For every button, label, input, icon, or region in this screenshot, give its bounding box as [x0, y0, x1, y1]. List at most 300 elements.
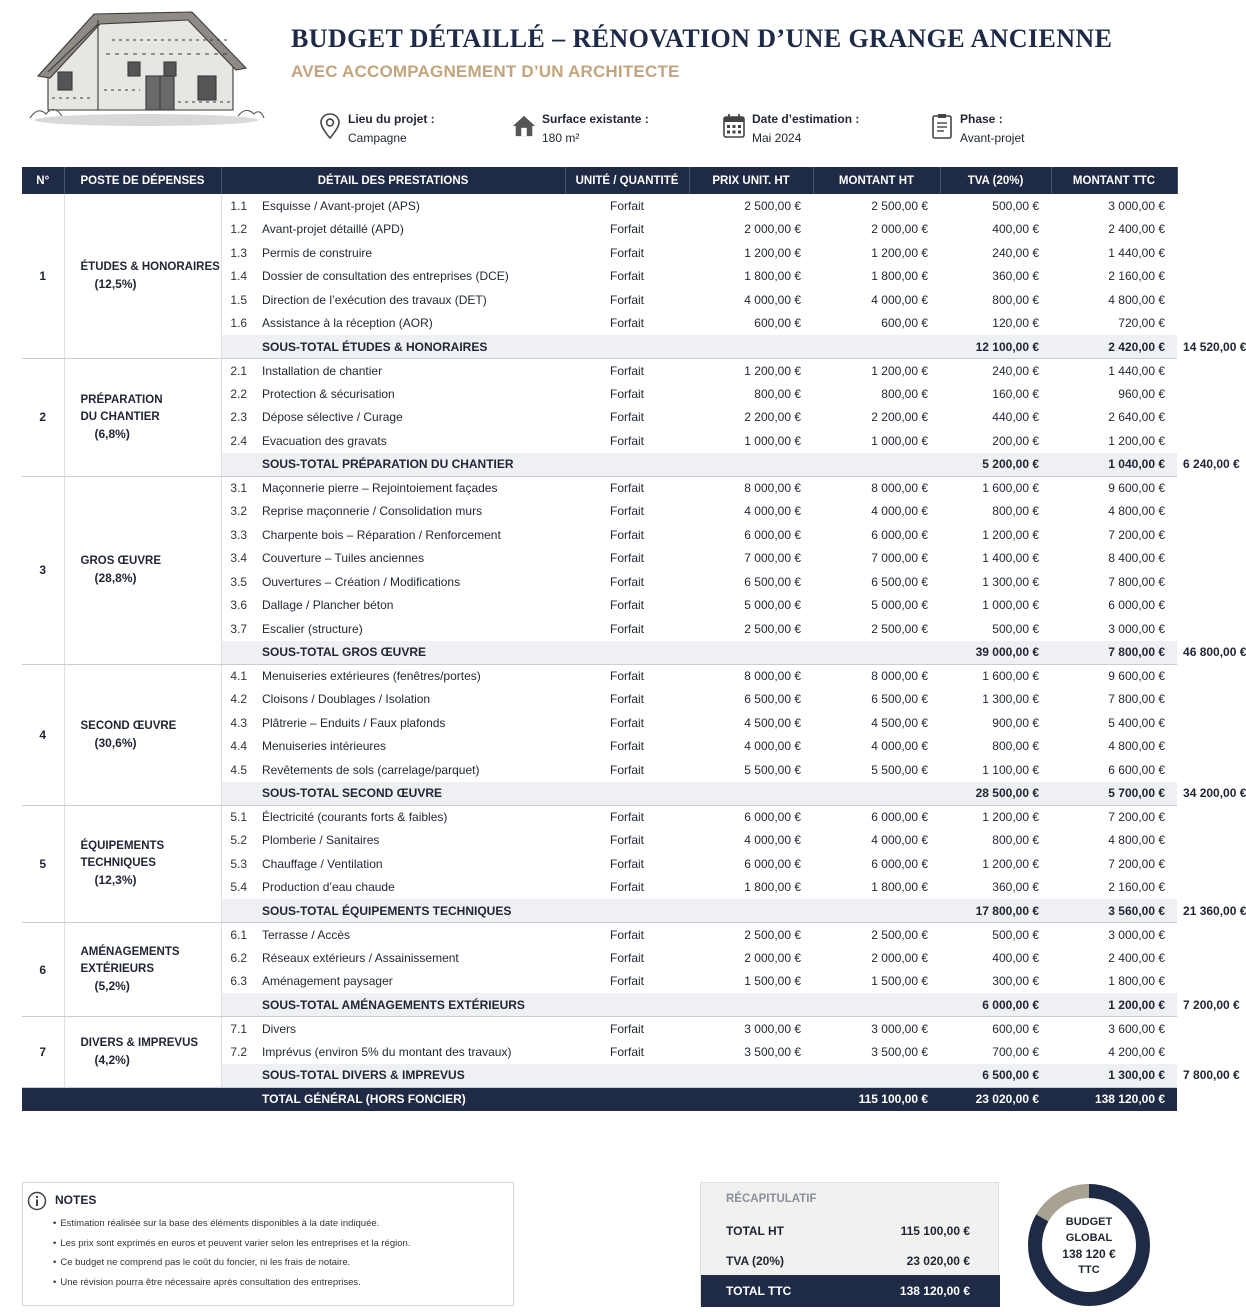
item-tva: 360,00 € — [992, 269, 1040, 284]
item-amount-ht: 1 200,00 € — [871, 245, 929, 260]
item-amount-ttc: 9 600,00 € — [1108, 669, 1166, 683]
item-tva: 1 600,00 € — [982, 481, 1040, 495]
category-name-line: GROS ŒUVRE — [80, 555, 162, 567]
item-code: 2.4 — [230, 433, 248, 448]
category-name-line: SECOND ŒUVRE — [80, 719, 177, 732]
category-name — [64, 476, 221, 664]
info-value: Mai 2024 — [752, 131, 802, 145]
donut-line: 138 120 € — [1062, 1247, 1116, 1261]
subtotal-row: SOUS-TOTAL SECOND ŒUVRE 28 500,00 € 5 700,00 € 34 200,00 € — [22, 782, 1177, 806]
item-unit-price: 8 000,00 € — [744, 669, 802, 683]
item-tva: 800,00 € — [992, 292, 1040, 307]
item-unit-price: 6 000,00 € — [744, 856, 802, 871]
table-row — [22, 805, 1177, 829]
subtotal-ht: 28 500,00 € — [940, 782, 1051, 806]
item-tva: 240,00 € — [992, 363, 1040, 378]
item-code: 4.3 — [230, 715, 248, 730]
item-label: Reprise maçonnerie / Consolidation murs — [262, 504, 483, 519]
item-amount-ttc: 7 200,00 € — [1108, 856, 1166, 871]
subtotal-tva: 5 700,00 € — [1051, 782, 1177, 806]
item-tva: 160,00 € — [992, 386, 1040, 401]
item-amount-ttc: 4 800,00 € — [1108, 504, 1166, 519]
notes-panel — [22, 1182, 514, 1306]
category-name — [64, 805, 221, 923]
table-header-row — [22, 167, 1177, 194]
table-body — [22, 194, 1246, 1111]
info-label: Date d’estimation : — [752, 112, 860, 126]
category-name — [64, 1017, 221, 1088]
subtotal-spacer — [221, 641, 256, 665]
item-amount-ttc: 3 000,00 € — [1108, 927, 1166, 942]
subtotal-label: SOUS-TOTAL PRÉPARATION DU CHANTIER — [256, 453, 813, 477]
item-label: Production d’eau chaude — [262, 880, 395, 895]
column-header: MONTANT TTC — [1051, 167, 1177, 194]
item-label: Revêtements de sols (carrelage/parquet) — [262, 762, 480, 777]
recap-label: TVA (20%) — [726, 1254, 785, 1268]
category-name-line: ÉTUDES & HONORAIRES — [80, 261, 220, 273]
item-unit: Forfait — [610, 1044, 645, 1059]
item-unit: Forfait — [610, 410, 645, 425]
item-unit: Forfait — [610, 739, 645, 754]
item-amount-ht: 6 500,00 € — [871, 692, 929, 707]
item-tva: 360,00 € — [992, 880, 1040, 895]
subtotal-label: SOUS-TOTAL AMÉNAGEMENTS EXTÉRIEURS — [256, 993, 813, 1017]
subtotal-spacer — [813, 1064, 940, 1088]
item-amount-ht: 4 500,00 € — [871, 715, 929, 730]
note-item: • Une révision pourra être nécessaire après consultation des entreprises. — [53, 1273, 410, 1293]
item-amount-ht: 5 500,00 € — [871, 762, 929, 777]
category-name-line: EXTÉRIEURS — [80, 963, 154, 975]
subtotal-tva: 1 200,00 € — [1051, 993, 1177, 1017]
item-label: Cloisons / Doublages / Isolation — [262, 692, 431, 707]
item-unit: Forfait — [610, 245, 645, 260]
subtotal-ht: 5 200,00 € — [940, 453, 1051, 477]
subtotal-row: SOUS-TOTAL ÉQUIPEMENTS TECHNIQUES 17 800,00 € 3 560,00 € 21 360,00 € — [22, 899, 1177, 923]
item-unit-price: 2 500,00 € — [744, 198, 802, 213]
item-unit: Forfait — [610, 527, 645, 542]
column-header: N° — [22, 167, 64, 194]
item-unit-price: 2 500,00 € — [744, 621, 802, 636]
subtotal-tva: 1 040,00 € — [1051, 453, 1177, 477]
notes-list — [53, 1214, 410, 1292]
item-label: Chauffage / Ventilation — [262, 856, 383, 871]
note-item: • Les prix sont exprimés en euros et peuvent varier selon les entreprises et la région. — [53, 1234, 410, 1254]
item-label: Installation de chantier — [262, 363, 383, 378]
item-unit-price: 2 200,00 € — [744, 410, 802, 425]
item-unit: Forfait — [610, 669, 645, 683]
subtotal-tva: 3 560,00 € — [1051, 899, 1177, 923]
category-number: 2 — [22, 359, 64, 477]
info-value: Campagne — [348, 131, 407, 145]
item-tva: 1 300,00 € — [982, 692, 1040, 707]
item-label: Aménagement paysager — [262, 974, 393, 989]
item-label: Protection & sécurisation — [262, 386, 395, 401]
donut-line: GLOBAL — [1065, 1232, 1113, 1244]
item-amount-ttc: 1 200,00 € — [1108, 433, 1166, 448]
item-tva: 500,00 € — [992, 927, 1040, 942]
subtotal-ht: 39 000,00 € — [940, 641, 1051, 665]
item-amount-ttc: 9 600,00 € — [1108, 481, 1166, 495]
item-unit: Forfait — [610, 481, 645, 495]
item-tva: 1 200,00 € — [982, 856, 1040, 871]
category-number: 7 — [22, 1017, 64, 1088]
item-unit-price: 4 000,00 € — [744, 739, 802, 754]
item-tva: 900,00 € — [992, 715, 1040, 730]
item-label: Menuiseries extérieures (fenêtres/portes) — [262, 669, 481, 683]
item-code: 6.1 — [230, 927, 248, 942]
item-unit: Forfait — [610, 574, 645, 589]
item-unit-price: 1 500,00 € — [744, 974, 802, 989]
item-amount-ht: 5 000,00 € — [871, 598, 929, 613]
item-unit-price: 1 200,00 € — [744, 245, 802, 260]
item-amount-ttc: 1 440,00 € — [1108, 363, 1166, 378]
item-unit: Forfait — [610, 1021, 645, 1036]
item-code: 1.3 — [230, 245, 248, 260]
recap-row-ttc — [701, 1275, 1000, 1307]
column-header: DÉTAIL DES PRESTATIONS — [221, 167, 565, 194]
item-unit-price: 1 800,00 € — [744, 269, 802, 284]
item-unit-price: 1 800,00 € — [744, 880, 802, 895]
recap-label: TOTAL TTC — [726, 1284, 792, 1298]
clipboard-icon — [930, 112, 954, 140]
item-tva: 440,00 € — [992, 410, 1040, 425]
item-tva: 1 300,00 € — [982, 574, 1040, 589]
item-unit-price: 4 000,00 € — [744, 292, 802, 307]
item-code: 7.2 — [230, 1044, 248, 1059]
subtotal-row: SOUS-TOTAL PRÉPARATION DU CHANTIER 5 200,00 € 1 040,00 € 6 240,00 € — [22, 453, 1177, 477]
item-unit-price: 3 000,00 € — [744, 1021, 802, 1036]
info-label: Phase : — [960, 112, 1003, 126]
item-unit-price: 5 500,00 € — [744, 762, 802, 777]
subtotal-spacer — [813, 993, 940, 1017]
item-tva: 1 200,00 € — [982, 527, 1040, 542]
item-unit-price: 1 000,00 € — [744, 433, 802, 448]
item-amount-ht: 3 000,00 € — [871, 1021, 929, 1036]
item-amount-ttc: 1 440,00 € — [1108, 245, 1166, 260]
item-code: 3.6 — [230, 598, 248, 613]
category-name — [64, 664, 221, 805]
item-tva: 500,00 € — [992, 621, 1040, 636]
item-code: 2.3 — [230, 410, 248, 425]
page-subtitle: AVEC ACCOMPAGNEMENT D’UN ARCHITECTE — [291, 62, 680, 81]
notes-title: NOTES — [55, 1193, 97, 1207]
item-unit: Forfait — [610, 598, 645, 613]
recap-value: 23 020,00 € — [906, 1254, 970, 1268]
item-amount-ttc: 2 640,00 € — [1108, 410, 1166, 425]
item-unit-price: 4 000,00 € — [744, 833, 802, 848]
item-label: Terrasse / Accès — [262, 927, 351, 942]
item-code: 3.3 — [230, 527, 248, 542]
total-ttc: 138 120,00 € — [1051, 1087, 1177, 1111]
subtotal-label: SOUS-TOTAL DIVERS & IMPREVUS — [256, 1064, 813, 1088]
item-amount-ht: 8 000,00 € — [871, 481, 929, 495]
item-label: Evacuation des gravats — [262, 433, 387, 448]
category-name-line: AMÉNAGEMENTS — [80, 946, 180, 958]
column-header: POSTE DE DÉPENSES — [64, 167, 221, 194]
item-unit-price: 7 000,00 € — [744, 551, 802, 566]
item-code: 6.2 — [230, 950, 248, 965]
item-amount-ht: 1 800,00 € — [871, 880, 929, 895]
item-amount-ht: 4 000,00 € — [871, 739, 929, 754]
item-code: 7.1 — [230, 1021, 248, 1036]
item-unit-price: 6 500,00 € — [744, 692, 802, 707]
item-code: 4.2 — [230, 692, 248, 707]
item-amount-ht: 8 000,00 € — [871, 669, 929, 683]
item-label: Couverture – Tuiles anciennes — [262, 551, 425, 566]
item-amount-ht: 800,00 € — [881, 386, 929, 401]
item-tva: 1 000,00 € — [982, 598, 1040, 613]
item-amount-ttc: 4 800,00 € — [1108, 739, 1166, 754]
subtotal-spacer — [221, 782, 256, 806]
item-unit-price: 5 000,00 € — [744, 598, 802, 613]
item-amount-ttc: 1 800,00 € — [1108, 974, 1166, 989]
item-label: Maçonnerie pierre – Rejointoiement façades — [262, 481, 498, 495]
item-unit: Forfait — [610, 950, 645, 965]
item-unit: Forfait — [610, 198, 645, 213]
item-unit: Forfait — [610, 880, 645, 895]
category-name — [64, 923, 221, 1017]
category-percent: (12,3%) — [94, 873, 137, 888]
item-tva: 300,00 € — [992, 974, 1040, 989]
item-label: Avant-projet détaillé (APD) — [262, 222, 404, 237]
item-unit: Forfait — [610, 316, 645, 331]
table-row — [22, 923, 1177, 947]
item-code: 1.4 — [230, 269, 248, 284]
item-unit: Forfait — [610, 833, 645, 848]
column-header: MONTANT HT — [813, 167, 940, 194]
item-tva: 600,00 € — [992, 1021, 1040, 1036]
subtotal-spacer — [813, 453, 940, 477]
item-code: 4.5 — [230, 762, 248, 777]
calendar-icon — [722, 112, 746, 140]
category-name-line: DIVERS & IMPREVUS — [80, 1036, 199, 1049]
item-amount-ttc: 3 000,00 € — [1108, 198, 1166, 213]
item-unit-price: 8 000,00 € — [744, 481, 802, 495]
item-unit: Forfait — [610, 504, 645, 519]
item-tva: 800,00 € — [992, 833, 1040, 848]
item-code: 6.3 — [230, 974, 248, 989]
subtotal-spacer — [813, 782, 940, 806]
item-unit-price: 4 500,00 € — [744, 715, 802, 730]
item-amount-ht: 1 500,00 € — [871, 974, 929, 989]
item-code: 5.1 — [230, 810, 248, 824]
item-code: 5.4 — [230, 880, 248, 895]
subtotal-spacer — [221, 453, 256, 477]
subtotal-spacer — [813, 899, 940, 923]
subtotal-ht: 6 500,00 € — [940, 1064, 1051, 1088]
category-percent: (4,2%) — [94, 1052, 130, 1067]
item-amount-ttc: 7 800,00 € — [1108, 574, 1166, 589]
subtotal-row: SOUS-TOTAL DIVERS & IMPREVUS 6 500,00 € 1 300,00 € 7 800,00 € — [22, 1064, 1177, 1088]
category-number: 6 — [22, 923, 64, 1017]
item-code: 3.1 — [230, 481, 248, 495]
item-unit: Forfait — [610, 762, 645, 777]
item-tva: 500,00 € — [992, 198, 1040, 213]
item-unit: Forfait — [610, 927, 645, 942]
category-name-line: PRÉPARATION — [80, 393, 163, 406]
item-unit-price: 1 200,00 € — [744, 363, 802, 378]
item-code: 5.3 — [230, 856, 248, 871]
item-amount-ht: 1 200,00 € — [871, 363, 929, 378]
item-amount-ttc: 3 600,00 € — [1108, 1021, 1166, 1036]
item-unit: Forfait — [610, 692, 645, 707]
item-tva: 1 400,00 € — [982, 551, 1040, 566]
item-amount-ttc: 2 400,00 € — [1108, 950, 1166, 965]
item-amount-ttc: 6 600,00 € — [1108, 762, 1166, 777]
grand-total-row — [22, 1087, 1177, 1111]
item-label: Charpente bois – Réparation / Renforcement — [262, 527, 501, 542]
subtotal-spacer — [221, 899, 256, 923]
note-item: • Estimation réalisée sur la base des éléments disponibles à la date indiquée. — [53, 1214, 410, 1234]
budget-table — [22, 167, 1246, 1111]
item-amount-ht: 600,00 € — [881, 316, 929, 331]
item-tva: 700,00 € — [992, 1044, 1040, 1059]
recap-value: 138 120,00 € — [899, 1284, 970, 1298]
item-tva: 1 200,00 € — [982, 810, 1040, 824]
subtotal-spacer — [221, 993, 256, 1017]
item-amount-ttc: 960,00 € — [1118, 386, 1166, 401]
item-tva: 1 600,00 € — [982, 669, 1040, 683]
item-amount-ht: 2 000,00 € — [871, 950, 929, 965]
item-unit: Forfait — [610, 621, 645, 636]
category-name-line: ÉQUIPEMENTS — [80, 840, 165, 853]
item-tva: 200,00 € — [992, 433, 1040, 448]
item-amount-ttc: 7 200,00 € — [1108, 810, 1166, 824]
recap-panel — [700, 1182, 999, 1306]
item-amount-ttc: 4 800,00 € — [1108, 833, 1166, 848]
recap-value: 115 100,00 € — [900, 1224, 970, 1238]
category-number: 5 — [22, 805, 64, 923]
item-amount-ht: 3 500,00 € — [871, 1044, 929, 1059]
item-code: 1.2 — [230, 222, 248, 237]
recap-row-tva — [701, 1247, 1000, 1275]
subtotal-label: SOUS-TOTAL ÉQUIPEMENTS TECHNIQUES — [256, 899, 813, 923]
item-amount-ht: 6 000,00 € — [871, 856, 929, 871]
item-amount-ttc: 4 800,00 € — [1108, 292, 1166, 307]
item-amount-ht: 6 000,00 € — [871, 810, 929, 824]
item-code: 3.4 — [230, 551, 248, 566]
item-tva: 800,00 € — [992, 504, 1040, 519]
page-header — [0, 0, 1199, 160]
item-unit: Forfait — [610, 810, 645, 824]
item-label: Électricité (courants forts & faibles) — [262, 810, 448, 824]
item-tva: 800,00 € — [992, 739, 1040, 754]
item-amount-ht: 2 500,00 € — [871, 198, 929, 213]
item-label: Esquisse / Avant-projet (APS) — [262, 198, 420, 213]
info-value: Avant-projet — [960, 131, 1025, 145]
subtotal-ht: 17 800,00 € — [940, 899, 1051, 923]
location-pin-icon — [318, 112, 342, 140]
category-percent: (5,2%) — [94, 979, 130, 993]
item-code: 5.2 — [230, 833, 248, 848]
item-label: Dépose sélective / Curage — [262, 410, 403, 425]
category-name — [64, 194, 221, 359]
item-amount-ttc: 2 160,00 € — [1108, 269, 1166, 284]
item-label: Plomberie / Sanitaires — [262, 833, 380, 848]
item-tva: 120,00 € — [992, 316, 1040, 331]
info-value: 180 m² — [542, 131, 580, 145]
item-unit: Forfait — [610, 974, 645, 989]
item-amount-ttc: 3 000,00 € — [1108, 621, 1166, 636]
item-amount-ttc: 7 800,00 € — [1108, 692, 1166, 707]
table-row — [22, 664, 1177, 688]
item-unit-price: 6 000,00 € — [744, 810, 802, 824]
item-amount-ht: 1 800,00 € — [871, 269, 929, 284]
item-unit: Forfait — [610, 856, 645, 871]
item-label: Assistance à la réception (AOR) — [262, 316, 433, 331]
donut-label — [1026, 1214, 1152, 1278]
item-unit: Forfait — [610, 386, 645, 401]
info-label: Lieu du projet : — [348, 112, 435, 126]
subtotal-label: SOUS-TOTAL ÉTUDES & HONORAIRES — [256, 335, 813, 359]
subtotal-spacer — [221, 335, 256, 359]
item-label: Imprévus (environ 5% du montant des travaux) — [262, 1044, 512, 1059]
item-amount-ht: 4 000,00 € — [871, 292, 929, 307]
donut-line: BUDGET — [1065, 1216, 1113, 1228]
recap-title: RÉCAPITULATIF — [726, 1193, 817, 1205]
item-code: 4.1 — [230, 669, 248, 683]
item-code: 3.5 — [230, 574, 248, 589]
recap-label: TOTAL HT — [726, 1224, 784, 1238]
house-icon — [512, 112, 536, 140]
item-unit-price: 6 500,00 € — [744, 574, 802, 589]
table-row — [22, 194, 1177, 218]
item-amount-ht: 2 500,00 € — [871, 927, 929, 942]
item-code: 2.2 — [230, 386, 248, 401]
item-label: Permis de construire — [262, 245, 373, 260]
category-name — [64, 359, 221, 477]
item-label: Dallage / Plancher béton — [262, 598, 394, 613]
subtotal-spacer — [813, 335, 940, 359]
item-unit-price: 6 000,00 € — [744, 527, 802, 542]
category-name-line: DU CHANTIER — [80, 410, 160, 423]
item-unit-price: 2 000,00 € — [744, 222, 802, 237]
subtotal-row: SOUS-TOTAL AMÉNAGEMENTS EXTÉRIEURS 6 000,00 € 1 200,00 € 7 200,00 € — [22, 993, 1177, 1017]
item-code: 1.5 — [230, 292, 248, 307]
item-label: Dossier de consultation des entreprises (DCE) — [262, 269, 509, 284]
item-amount-ht: 7 000,00 € — [871, 551, 929, 566]
item-tva: 400,00 € — [992, 222, 1040, 237]
item-amount-ttc: 4 200,00 € — [1108, 1044, 1166, 1059]
item-amount-ht: 4 000,00 € — [871, 833, 929, 848]
item-unit: Forfait — [610, 715, 645, 730]
item-unit-price: 3 500,00 € — [744, 1044, 802, 1059]
item-label: Menuiseries intérieures — [262, 739, 387, 754]
item-unit: Forfait — [610, 292, 645, 307]
page-title: BUDGET DÉTAILLÉ – RÉNOVATION D’UNE GRANGE ANCIENNE — [291, 24, 1113, 53]
column-header: TVA (20%) — [940, 167, 1051, 194]
item-code: 1.6 — [230, 316, 248, 331]
category-number: 1 — [22, 194, 64, 359]
table-row — [22, 1017, 1177, 1041]
subtotal-tva: 1 300,00 € — [1051, 1064, 1177, 1088]
column-header: UNITÉ / QUANTITÉ — [565, 167, 689, 194]
column-header: PRIX UNIT. HT — [689, 167, 813, 194]
item-amount-ttc: 5 400,00 € — [1108, 715, 1166, 730]
category-percent: (6,8%) — [94, 426, 130, 441]
item-amount-ttc: 2 160,00 € — [1108, 880, 1166, 895]
total-label: TOTAL GÉNÉRAL (HORS FONCIER) — [256, 1087, 813, 1111]
donut-line: TTC — [1078, 1264, 1100, 1276]
info-circle-icon — [27, 1191, 47, 1211]
item-unit: Forfait — [610, 222, 645, 237]
item-amount-ht: 6 500,00 € — [871, 574, 929, 589]
item-unit: Forfait — [610, 363, 645, 378]
item-amount-ht: 2 200,00 € — [871, 410, 929, 425]
item-unit-price: 600,00 € — [754, 316, 802, 331]
total-spacer — [22, 1087, 256, 1111]
subtotal-spacer — [813, 641, 940, 665]
